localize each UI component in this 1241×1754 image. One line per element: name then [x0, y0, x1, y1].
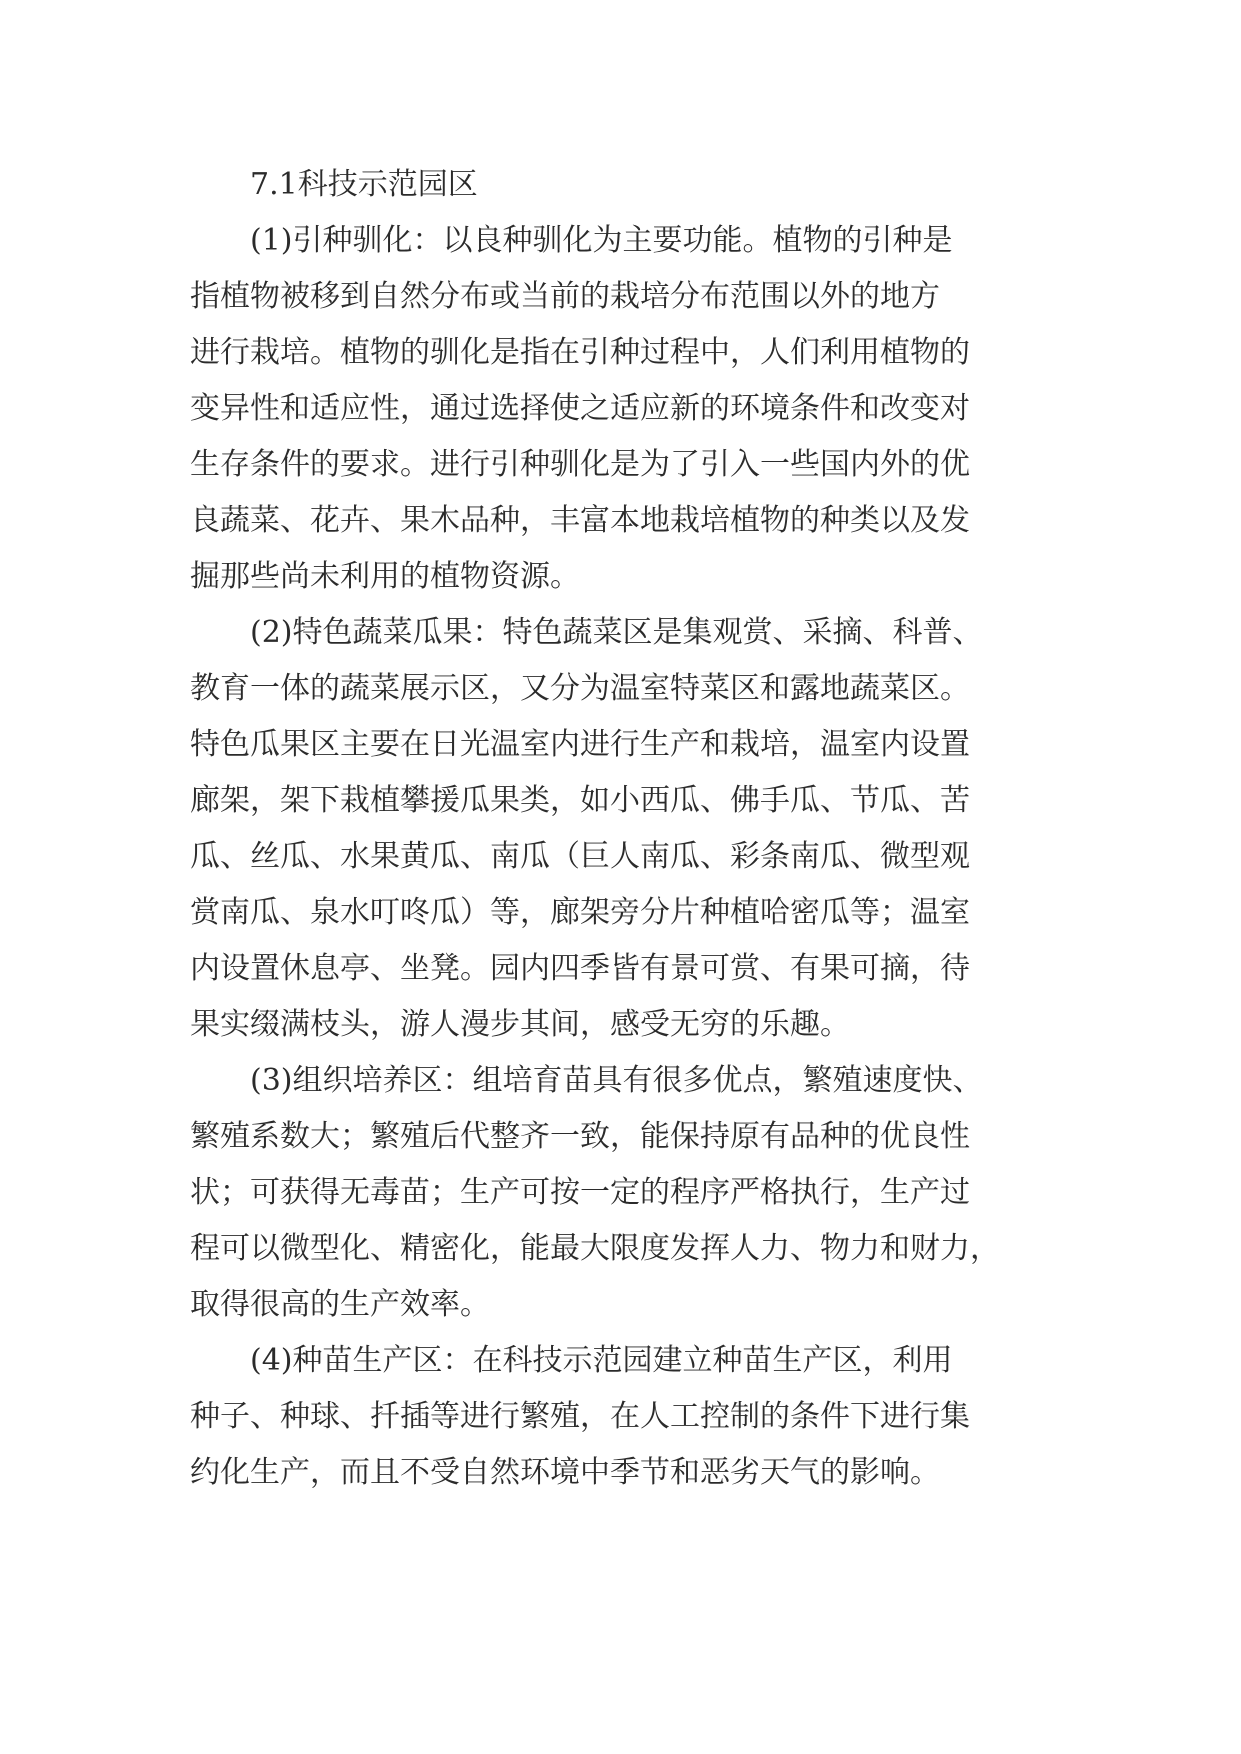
paragraph-line: (1)引种驯化：以良种驯化为主要功能。植物的引种是 — [250, 223, 953, 258]
paragraph-line: 种子、种球、扦插等进行繁殖，在人工控制的条件下进行集 — [190, 1399, 970, 1434]
paragraph-line: 状；可获得无毒苗；生产可按一定的程序严格执行，生产过 — [190, 1175, 970, 1210]
paragraph-line: 取得很高的生产效率。 — [190, 1287, 490, 1322]
paragraph-line: 进行栽培。植物的驯化是指在引种过程中，人们利用植物的 — [190, 335, 970, 370]
paragraph-4 — [190, 1333, 1070, 1501]
paragraph-line: 指植物被移到自然分布或当前的栽培分布范围以外的地方 — [190, 279, 940, 314]
paragraph-line: 生存条件的要求。进行引种驯化是为了引入一些国内外的优 — [190, 447, 970, 482]
paragraph-line: 教育一体的蔬菜展示区，又分为温室特菜区和露地蔬菜区。 — [190, 671, 970, 706]
paragraph-line: 变异性和适应性，通过选择使之适应新的环境条件和改变对 — [190, 391, 970, 426]
paragraph-line: 繁殖系数大；繁殖后代整齐一致，能保持原有品种的优良性 — [190, 1119, 970, 1154]
paragraph-line: 约化生产，而且不受自然环境中季节和恶劣天气的影响。 — [190, 1455, 940, 1490]
paragraph-1 — [190, 213, 1070, 605]
paragraph-line: 廊架，架下栽植攀援瓜果类，如小西瓜、佛手瓜、节瓜、苦 — [190, 783, 970, 818]
paragraph-2 — [190, 605, 1070, 1053]
document-body — [190, 157, 1070, 1501]
paragraph-3 — [190, 1053, 1070, 1333]
paragraph-line: (2)特色蔬菜瓜果：特色蔬菜区是集观赏、采摘、科普、 — [250, 615, 983, 650]
section-title: 7.1科技示范园区 — [250, 167, 478, 202]
paragraph-line: 瓜、丝瓜、水果黄瓜、南瓜（巨人南瓜、彩条南瓜、微型观 — [190, 839, 970, 874]
paragraph-line: (3)组织培养区：组培育苗具有很多优点，繁殖速度快、 — [250, 1063, 983, 1098]
paragraph-line: 良蔬菜、花卉、果木品种，丰富本地栽培植物的种类以及发 — [190, 503, 970, 538]
paragraph-line: (4)种苗生产区：在科技示范园建立种苗生产区，利用 — [250, 1343, 953, 1378]
paragraph-line: 掘那些尚未利用的植物资源。 — [190, 559, 580, 594]
paragraph-line: 特色瓜果区主要在日光温室内进行生产和栽培，温室内设置 — [190, 727, 970, 762]
paragraph-line: 程可以微型化、精密化，能最大限度发挥人力、物力和财力， — [190, 1231, 1000, 1266]
paragraph-line: 果实缀满枝头，游人漫步其间，感受无穷的乐趣。 — [190, 1007, 850, 1042]
paragraph-line: 内设置休息亭、坐凳。园内四季皆有景可赏、有果可摘，待 — [190, 951, 970, 986]
paragraph-line: 赏南瓜、泉水叮咚瓜）等，廊架旁分片种植哈密瓜等；温室 — [190, 895, 970, 930]
